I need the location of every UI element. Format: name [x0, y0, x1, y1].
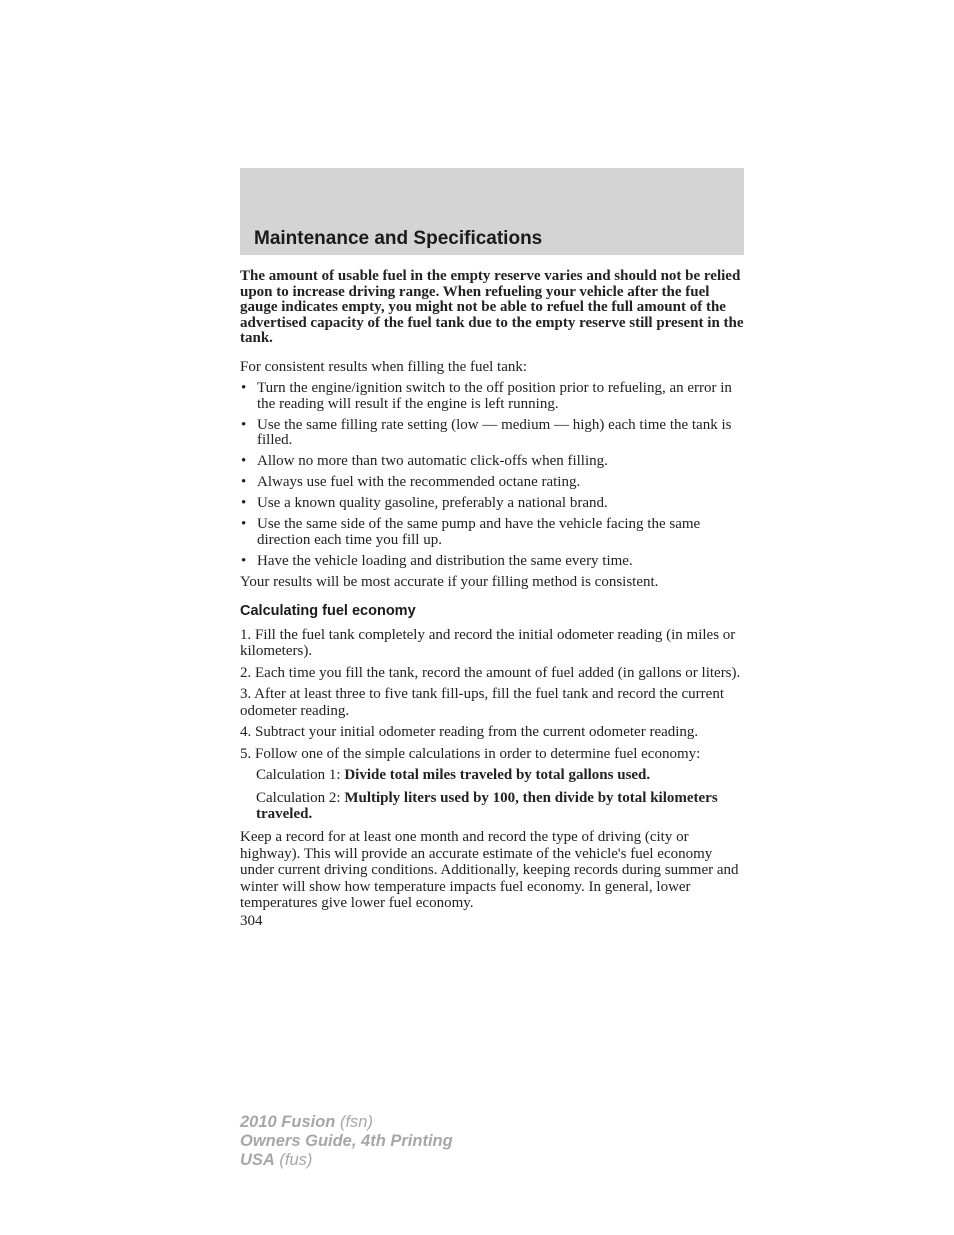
calculation-formula: Multiply liters used by 100, then divide by total kilometers traveled.: [256, 790, 718, 822]
fuel-reserve-warning: The amount of usable fuel in the empty reserve varies and should not be relied upon to increase driving range. When refueling your vehicle after the fuel gauge indicates empty, you might not be able to refuel the full amount of the advertised capacity of the fuel tank due to the empty reserve still present in the tank.: [240, 268, 744, 346]
list-item-text: Always use fuel with the recommended octane rating.: [257, 474, 581, 490]
page-number: 304: [240, 912, 263, 929]
bullet-icon: •: [241, 416, 247, 433]
list-item: [240, 554, 744, 570]
calculation-1: [240, 767, 744, 783]
page-content: [240, 269, 744, 930]
footer-model-name: 2010 Fusion: [240, 1113, 336, 1131]
bullet-icon: •: [241, 453, 247, 469]
fuel-fill-tips-list: [240, 381, 744, 569]
calculation-label: Calculation 1:: [256, 767, 345, 783]
section-title: Maintenance and Specifications: [254, 228, 543, 249]
bullet-icon: •: [241, 380, 247, 396]
footer-guide-edition: Owners Guide, 4th Printing: [240, 1132, 453, 1150]
list-item: [240, 454, 744, 470]
bullet-icon: •: [241, 516, 247, 532]
list-item: [240, 475, 744, 491]
step-item: 1. Fill the fuel tank completely and record the initial odometer reading (in miles or kilometers).: [240, 626, 736, 659]
list-item-text: Use the same side of the same pump and have the vehicle facing the same direction each time you fill up.: [257, 516, 701, 548]
step-item: 3. After at least three to five tank fill-ups, fill the fuel tank and record the current odometer reading.: [240, 686, 724, 719]
list-item: [240, 418, 744, 449]
list-item: [240, 381, 744, 412]
step-item: 4. Subtract your initial odometer reading from the current odometer reading.: [240, 724, 699, 740]
calculation-formula: Divide total miles traveled by total gallons used.: [344, 767, 651, 783]
step-item: 2. Each time you fill the tank, record the amount of fuel added (in gallons or liters).: [240, 664, 741, 681]
footer-line-model: [240, 1113, 453, 1132]
calculation-label: Calculation 2:: [256, 790, 345, 806]
calculation-2: [240, 790, 744, 822]
list-item-text: Turn the engine/ignition switch to the off position prior to refueling, an error in the reading will result if the engine is left running.: [257, 380, 732, 412]
list-item-text: Use a known quality gasoline, preferably a national brand.: [257, 495, 608, 511]
record-keeping-note: Keep a record for at least one month and record the type of driving (city or highway). This will provide an accurate estimate of the vehicle's fuel economy under current driving conditions. Additionally, keeping records during summer and winter will show how temperature impacts fuel economy. In general, lower temperatures give lower fuel economy.: [240, 829, 739, 911]
step-item: 5. Follow one of the simple calculations in order to determine fuel economy:: [240, 745, 701, 762]
result-note: Your results will be most accurate if your filling method is consistent.: [240, 573, 659, 590]
footer-market-code: (fus): [274, 1151, 313, 1169]
bullet-icon: •: [241, 474, 247, 490]
list-item-text: Allow no more than two automatic click-offs when filling.: [257, 453, 608, 469]
footer-model-code: (fsn): [335, 1113, 373, 1131]
fuel-fill-intro: For consistent results when filling the fuel tank:: [240, 358, 528, 375]
footer-line-market: [240, 1151, 453, 1170]
list-item-text: Use the same filling rate setting (low — medium — high) each time the tank is filled.: [257, 416, 732, 448]
footer-line-guide: [240, 1132, 453, 1151]
list-item-text: Have the vehicle loading and distribution the same every time.: [257, 552, 633, 569]
footer-market-name: USA: [240, 1151, 275, 1169]
bullet-icon: •: [241, 552, 247, 569]
list-item: [240, 496, 744, 512]
calculating-fuel-economy-heading: Calculating fuel economy: [240, 603, 416, 619]
list-item: [240, 517, 744, 548]
document-footer: [240, 1113, 453, 1170]
bullet-icon: •: [241, 495, 247, 511]
